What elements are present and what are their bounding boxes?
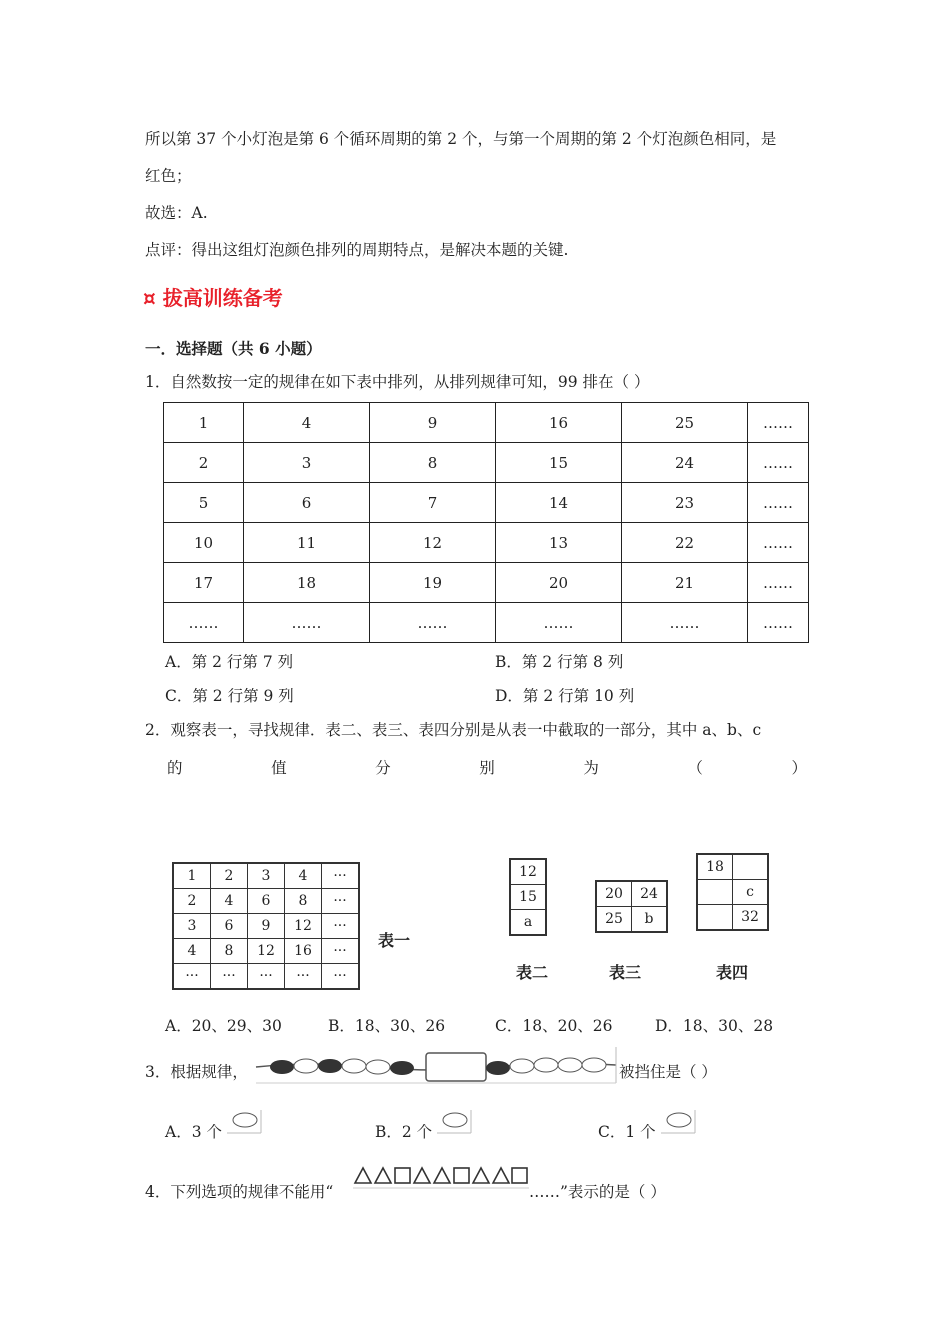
table-three <box>595 880 668 933</box>
q4-text-after: ……”表示的是（ ） <box>529 1183 666 1201</box>
white-bead-icon <box>437 1110 473 1134</box>
q2-word: 的 <box>167 759 183 777</box>
table-cell: 21 <box>622 563 748 603</box>
table-cell: 9 <box>370 403 496 443</box>
section-title-text: 拔高训练备考 <box>162 286 283 310</box>
table-cell: …… <box>748 403 809 443</box>
table-cell: ··· <box>211 964 248 990</box>
square-icon <box>395 1168 410 1183</box>
table-row <box>596 907 667 933</box>
table-one <box>172 862 360 990</box>
table-cell: 19 <box>370 563 496 603</box>
q2-option-a[interactable]: A．20、29、30 <box>165 1017 282 1035</box>
white-bead-icon <box>294 1059 318 1073</box>
q3-option-c-label: C．1 个 <box>598 1123 656 1141</box>
q3-option-b-label: B．2 个 <box>375 1123 433 1141</box>
white-bead-icon <box>510 1059 534 1073</box>
white-bead-icon <box>582 1058 606 1072</box>
caption-table-3: 表三 <box>609 963 642 982</box>
table-cell: 15 <box>510 885 546 910</box>
table-cell: 6 <box>244 483 370 523</box>
table-row <box>596 881 667 907</box>
table-row <box>164 563 809 603</box>
table-cell: …… <box>748 443 809 483</box>
table-cell: …… <box>244 603 370 643</box>
q3-option-a-label: A．3 个 <box>165 1123 222 1141</box>
q3-option-a[interactable] <box>165 1120 263 1142</box>
q1-option-d[interactable]: D．第 2 行第 10 列 <box>495 687 635 705</box>
table-cell <box>697 905 733 931</box>
table-cell: 5 <box>164 483 244 523</box>
table-row <box>173 939 359 964</box>
table-cell: 2 <box>164 443 244 483</box>
table-cell: 25 <box>622 403 748 443</box>
table-row <box>173 889 359 914</box>
q2-text-line-2 <box>167 756 807 778</box>
caption-table-1: 表一 <box>378 931 411 950</box>
table-cell: ··· <box>322 889 360 914</box>
table-row <box>164 483 809 523</box>
q4-text-before: 4．下列选项的规律不能用“ <box>145 1183 334 1201</box>
table-row <box>697 905 768 931</box>
black-bead-icon <box>390 1061 414 1075</box>
table-cell: 32 <box>733 905 769 931</box>
table-cell: 12 <box>510 859 546 885</box>
intro-line-4: 点评：得出这组灯泡颜色排列的周期特点，是解决本题的关键. <box>145 241 569 259</box>
table-cell: …… <box>748 483 809 523</box>
table-cell: 4 <box>244 403 370 443</box>
table-row <box>164 403 809 443</box>
table-row <box>164 603 809 643</box>
table-cell: b <box>632 907 668 933</box>
table-cell: …… <box>748 563 809 603</box>
table-cell: ··· <box>285 964 322 990</box>
table-row <box>173 964 359 990</box>
triangle-icon <box>434 1168 450 1183</box>
caption-table-2: 表二 <box>516 963 549 982</box>
table-cell: a <box>510 910 546 936</box>
intro-line-2: 红色； <box>145 167 192 185</box>
table-cell: 25 <box>596 907 632 933</box>
black-bead-icon <box>486 1061 510 1075</box>
triangle-icon <box>375 1168 391 1183</box>
table-four <box>696 853 769 931</box>
q2-word: 别 <box>479 759 495 777</box>
q2-option-b[interactable]: B．18、30、26 <box>328 1017 446 1035</box>
table-cell: 20 <box>496 563 622 603</box>
q2-text: 2．观察表一，寻找规律．表二、表三、表四分别是从表一中截取的一部分，其中 a、b、c <box>145 721 762 739</box>
table-cell: 17 <box>164 563 244 603</box>
intro-line-1: 所以第 37 个小灯泡是第 6 个循环周期的第 2 个，与第一个周期的第 2 个灯泡颜色相同，是 <box>145 130 777 148</box>
table-cell: 23 <box>622 483 748 523</box>
intro-line-3: 故选：A. <box>145 204 208 222</box>
table-cell: ··· <box>322 914 360 939</box>
white-bead-icon <box>227 1110 263 1134</box>
table-cell: 15 <box>496 443 622 483</box>
table-cell: …… <box>748 523 809 563</box>
table-cell: 18 <box>244 563 370 603</box>
table-cell: ··· <box>322 939 360 964</box>
q1-number-table <box>163 402 809 643</box>
table-cell: 10 <box>164 523 244 563</box>
table-cell: 13 <box>496 523 622 563</box>
part1-heading: 一．选择题（共 6 小题） <box>145 339 322 358</box>
white-bead-icon <box>558 1058 582 1072</box>
table-cell: 16 <box>285 939 322 964</box>
table-cell: …… <box>370 603 496 643</box>
caption-table-4: 表四 <box>716 963 749 982</box>
q2-option-c[interactable]: C．18、20、26 <box>495 1017 613 1035</box>
table-row <box>510 910 546 936</box>
table-cell: …… <box>748 603 809 643</box>
square-icon <box>512 1168 527 1183</box>
white-bead-icon <box>342 1059 366 1073</box>
table-cell: 2 <box>173 889 211 914</box>
table-cell: 12 <box>285 914 322 939</box>
black-bead-icon <box>270 1060 294 1074</box>
table-row <box>164 443 809 483</box>
table-cell: 4 <box>285 863 322 889</box>
table-row <box>697 880 768 905</box>
q2-table-2 <box>509 858 547 936</box>
section-icon: ¤ <box>143 286 156 310</box>
table-cell: 8 <box>211 939 248 964</box>
table-cell: 12 <box>248 939 285 964</box>
table-cell: 3 <box>173 914 211 939</box>
square-icon <box>454 1168 469 1183</box>
table-cell: ··· <box>322 863 360 889</box>
table-cell: 8 <box>370 443 496 483</box>
table-cell: 6 <box>248 889 285 914</box>
table-cell: ··· <box>322 964 360 990</box>
table-cell: …… <box>622 603 748 643</box>
table-cell <box>697 880 733 905</box>
table-cell: 24 <box>632 881 668 907</box>
q2-table-1 <box>172 862 360 990</box>
table-cell: 1 <box>164 403 244 443</box>
table-cell: 12 <box>370 523 496 563</box>
table-cell: 14 <box>496 483 622 523</box>
q1-table-body <box>164 403 809 643</box>
shape-pattern-figure <box>353 1163 529 1189</box>
table-two <box>509 858 547 936</box>
table-cell: 9 <box>248 914 285 939</box>
q2-word: （ <box>687 759 703 777</box>
q1-option-c[interactable]: C．第 2 行第 9 列 <box>165 687 294 705</box>
table-cell: 22 <box>622 523 748 563</box>
q2-word: 为 <box>583 759 599 777</box>
table-cell: 8 <box>285 889 322 914</box>
q3-option-c[interactable] <box>598 1120 697 1142</box>
cover-box-icon <box>426 1053 486 1081</box>
table-cell: …… <box>164 603 244 643</box>
triangle-icon <box>493 1168 509 1183</box>
table-cell: 16 <box>496 403 622 443</box>
q2-word: ） <box>791 759 807 777</box>
table-cell: 18 <box>697 854 733 880</box>
q2-table-4 <box>696 853 769 931</box>
triangle-icon <box>414 1168 430 1183</box>
q2-option-d[interactable]: D．18、30、28 <box>655 1017 774 1035</box>
table-row <box>164 523 809 563</box>
q1-text: 1．自然数按一定的规律在如下表中排列，从排列规律可知，99 排在（ ） <box>145 373 650 391</box>
table-cell: 4 <box>173 939 211 964</box>
triangle-icon <box>355 1168 371 1183</box>
table-cell: 4 <box>211 889 248 914</box>
triangle-icon <box>473 1168 489 1183</box>
q1-option-a[interactable]: A．第 2 行第 7 列 <box>165 653 294 671</box>
table-cell: 7 <box>370 483 496 523</box>
table-cell: c <box>733 880 769 905</box>
table-cell: 3 <box>248 863 285 889</box>
table-row <box>697 854 768 880</box>
table-cell: ··· <box>248 964 285 990</box>
black-bead-icon <box>318 1059 342 1073</box>
table-cell: 11 <box>244 523 370 563</box>
table-cell: 2 <box>211 863 248 889</box>
table-row <box>173 914 359 939</box>
table-cell <box>733 854 769 880</box>
q1-option-b[interactable]: B．第 2 行第 8 列 <box>495 653 624 671</box>
table-cell: …… <box>496 603 622 643</box>
bead-string-figure <box>254 1045 618 1085</box>
white-bead-icon <box>366 1060 390 1074</box>
q2-word: 值 <box>271 759 287 777</box>
q3-text-before: 3．根据规律， <box>145 1063 248 1081</box>
white-bead-icon <box>661 1110 697 1134</box>
section-title <box>143 282 283 311</box>
q3-option-b[interactable] <box>375 1120 473 1142</box>
q2-table-3 <box>595 880 668 933</box>
table-cell: 24 <box>622 443 748 483</box>
table-cell: ··· <box>173 964 211 990</box>
table-row <box>510 885 546 910</box>
q2-word: 分 <box>375 759 391 777</box>
table-cell: 6 <box>211 914 248 939</box>
white-bead-icon <box>534 1058 558 1072</box>
table-row <box>510 859 546 885</box>
table-cell: 3 <box>244 443 370 483</box>
table-cell: 1 <box>173 863 211 889</box>
q3-text-after: 被挡住是（ ） <box>619 1063 717 1081</box>
table-row <box>173 863 359 889</box>
table-cell: 20 <box>596 881 632 907</box>
